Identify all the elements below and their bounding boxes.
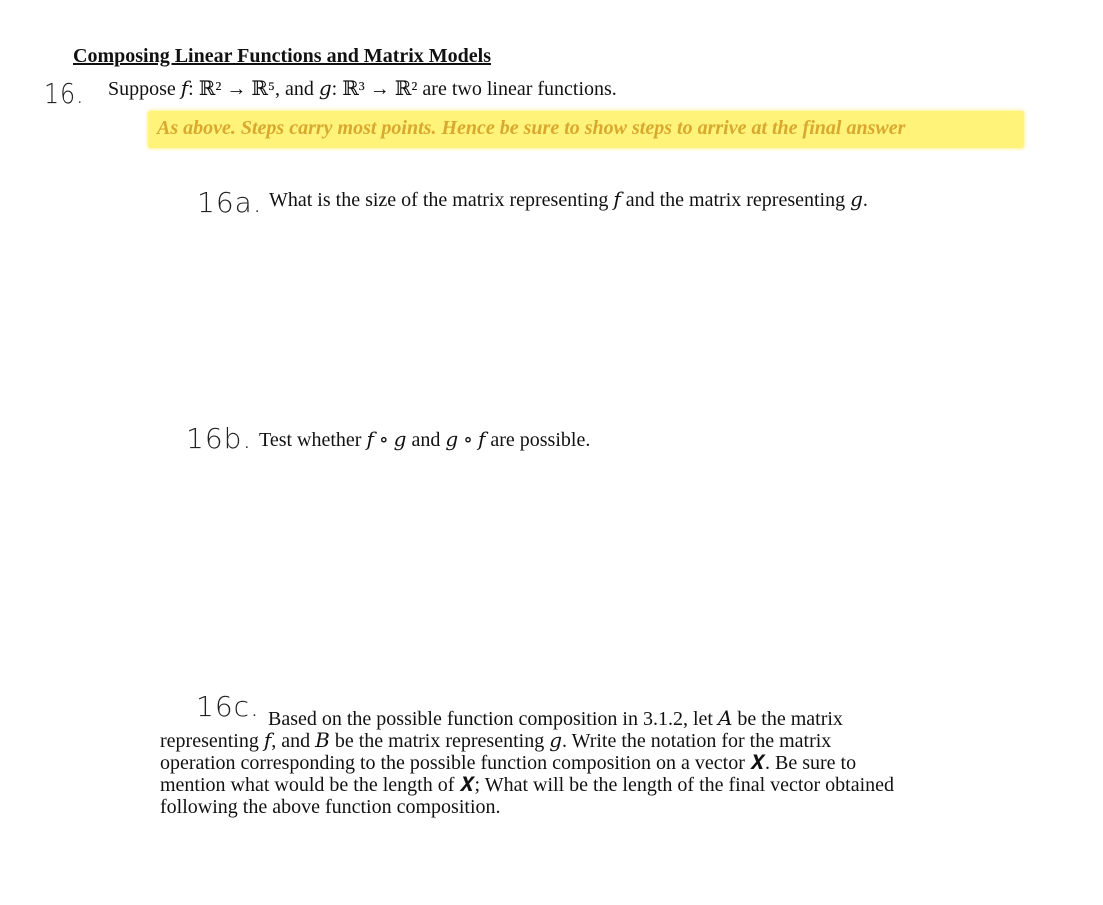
- question-16b: Test whether 𝑓 ∘ 𝑔 and 𝑔 ∘ 𝑓 are possible.: [259, 429, 591, 451]
- handwritten-question-number: 16.: [44, 77, 85, 110]
- question-16c-line-5: following the above function composition.: [160, 796, 501, 818]
- handwritten-label-16c: 16c.: [196, 690, 260, 723]
- handwritten-label-16b: 16b.: [186, 422, 253, 455]
- question-16c-line-1: Based on the possible function composition in 3.1.2, let 𝐴 be the matrix: [268, 708, 843, 730]
- question-16c-continuation: [160, 730, 1060, 818]
- question-16c-line-3: operation corresponding to the possible function composition on a vector 𝑿. Be sure to: [160, 752, 857, 774]
- problem-statement: Suppose 𝑓: ℝ² → ℝ⁵, and 𝑔: ℝ³ → ℝ² are two linear functions.: [108, 78, 617, 100]
- instruction-note: As above. Steps carry most points. Hence be sure to show steps to arrive at the final answer: [157, 117, 906, 139]
- question-16a: What is the size of the matrix representing 𝑓 and the matrix representing 𝑔.: [269, 189, 868, 211]
- question-16c-line-4: mention what would be the length of 𝑿; What will be the length of the final vector obtained: [160, 774, 895, 796]
- section-heading: Composing Linear Functions and Matrix Models: [73, 45, 491, 67]
- handwritten-label-16a: 16a.: [197, 186, 263, 219]
- question-16c-line-2: representing 𝑓, and 𝐵 be the matrix representing 𝑔. Write the notation for the matrix: [160, 730, 832, 752]
